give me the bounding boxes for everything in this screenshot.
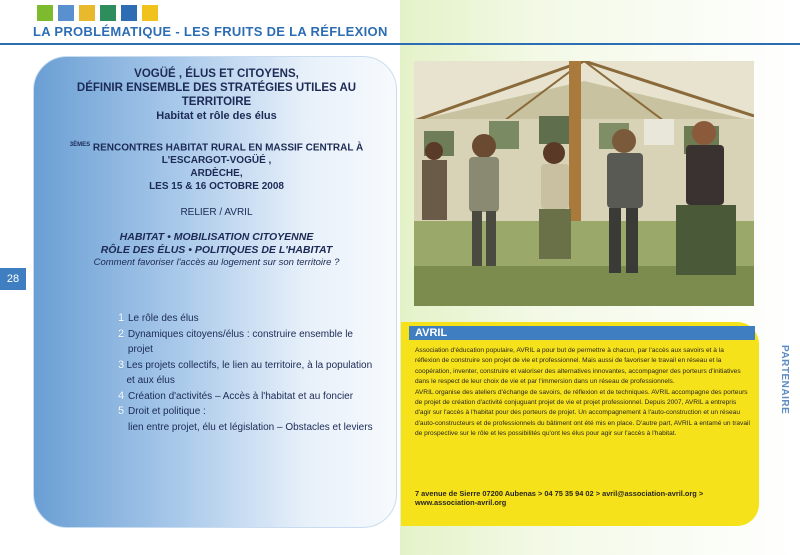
partner-paragraph: Association d'éducation populaire, AVRIL a pour but de permettre à chacun, par l'accès aux savoirs et à la réflexion de construire son projet de vie et professionnel. Mais aussi de favoriser le travail en réseau et la coopération, inventer, construire et valoriser des alternatives innovantes, accompagner des porteurs d'initiatives dans le respect de leur choix de vie et par l'immersion dans un réseau de professionnels. bbox=[415, 347, 741, 386]
heading-line: VOGÜÉ , ÉLUS ET CITOYENS, bbox=[134, 68, 299, 80]
item-text: Les projets collectifs, le lien au territoire, à la population et aux élus bbox=[126, 359, 373, 386]
section-title: LA PROBLÉMATIQUE - LES FRUITS DE LA RÉFLEXION bbox=[33, 24, 388, 39]
theme-line: RÔLE DES ÉLUS • POLITIQUES DE L'HABITAT bbox=[100, 244, 333, 257]
list-item bbox=[118, 404, 378, 420]
heading-subtitle: Habitat et rôle des élus bbox=[156, 110, 277, 122]
partner-paragraph: AVRIL organise des ateliers d'échange de savoirs, de réflexion et de techniques. AVRIL accompagne des porteurs de projet de création d'activité conjuguant projet de vie et projet professionnel. Depuis 2007, AVRIL a entrepris d'agir sur l'accès à l'habitat pour des porteurs de projet. Un accompagnement à l'auto-construction et un réseau d'auto-constructeurs et de professionnels du bâtiment ont été mis en place. D'autre part, AVRIL a entamé un travail de prospective sur le rôle et les possibilités qu'ont les élus pour agir sur l'accès à l'habitat. bbox=[415, 388, 750, 438]
list-item bbox=[118, 358, 378, 389]
partner-title: AVRIL bbox=[409, 326, 755, 340]
page-number: 28 bbox=[0, 268, 26, 290]
meeting-info bbox=[54, 139, 379, 193]
meeting-date: LES 15 & 16 OCTOBRE 2008 bbox=[149, 181, 284, 193]
color-square bbox=[79, 5, 95, 21]
color-square bbox=[58, 5, 74, 21]
list-item bbox=[118, 311, 378, 327]
question: Comment favoriser l'accès au logement sur son territoire ? bbox=[93, 257, 340, 269]
side-label: PARTENAIRE bbox=[779, 345, 790, 415]
color-square bbox=[121, 5, 137, 21]
partner-description bbox=[415, 346, 750, 440]
color-square bbox=[100, 5, 116, 21]
item-number: 2 bbox=[118, 327, 125, 340]
themes bbox=[54, 231, 379, 257]
program-list bbox=[118, 311, 378, 435]
color-square bbox=[142, 5, 158, 21]
theme-line: HABITAT • MOBILISATION CITOYENNE bbox=[119, 231, 314, 244]
item-number: 3 bbox=[118, 358, 125, 371]
meeting-text: RENCONTRES HABITAT RURAL EN MASSIF CENTRAL À L'ESCARGOT-VOGÜÉ , bbox=[92, 142, 364, 167]
meeting-line bbox=[54, 139, 379, 167]
item-text: Dynamiques citoyens/élus : construire ensemble le projet bbox=[127, 328, 353, 355]
meeting-ordinal: 3ÈMES bbox=[69, 142, 91, 148]
organizers: RELIER / AVRIL bbox=[180, 207, 253, 219]
meeting-line: ARDÈCHE, bbox=[190, 168, 243, 180]
item-number: 1 bbox=[118, 312, 125, 324]
item-text: Le rôle des élus bbox=[128, 313, 199, 324]
heading-line: DÉFINIR ENSEMBLE DES STRATÉGIES UTILES AU TERRITOIRE bbox=[76, 82, 357, 108]
item-text: Droit et politique : bbox=[128, 406, 206, 417]
event-heading bbox=[54, 67, 379, 269]
partner-contact: 7 avenue de Sierre 07200 Aubenas > 04 75 35 94 02 > avril@association-avril.org > www.association-avril.org bbox=[415, 489, 704, 507]
item-text: Création d'activités – Accès à l'habitat et au foncier bbox=[128, 390, 354, 402]
color-squares bbox=[37, 5, 158, 21]
event-card bbox=[33, 56, 397, 528]
item-number: 4 bbox=[118, 389, 125, 402]
partner-box bbox=[401, 322, 759, 526]
item-number: 5 bbox=[118, 405, 125, 417]
list-item bbox=[118, 389, 378, 405]
list-item-continuation: lien entre projet, élu et législation – Obstacles et leviers bbox=[128, 421, 373, 433]
color-square bbox=[37, 5, 53, 21]
yurt-meeting-photo bbox=[414, 61, 754, 306]
photo-illustration bbox=[414, 61, 754, 306]
list-item bbox=[118, 327, 378, 358]
title-rule bbox=[0, 43, 800, 45]
